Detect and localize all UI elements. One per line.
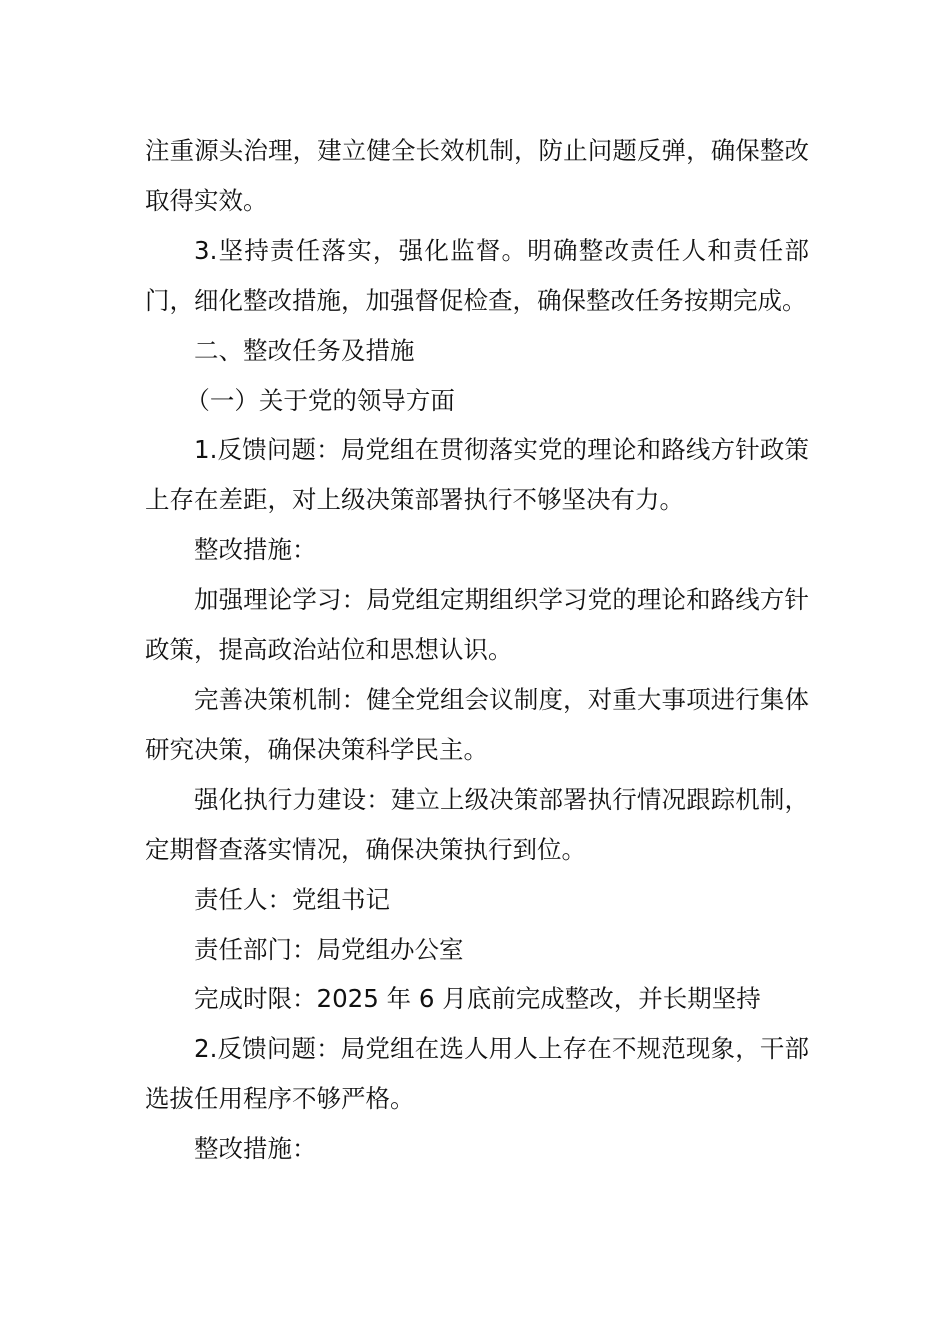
completion-deadline: 完成时限：2025 年 6 月底前完成整改，并长期坚持 bbox=[194, 984, 761, 1014]
measure-decision-mechanism: 完善决策机制：健全党组会议制度，对重大事项进行集体研究决策，确保决策科学民主。 bbox=[145, 684, 809, 764]
feedback-issue-2: 2.反馈问题：局党组在选人用人上存在不规范现象，干部选拔任用程序不够严格。 bbox=[145, 1034, 809, 1114]
document-body bbox=[145, 126, 809, 1174]
paragraph-principle-3: 3.坚持责任落实，强化监督。明确整改责任人和责任部门，细化整改措施，加强督促检查，确保整改任务按期完成。 bbox=[145, 235, 809, 315]
feedback-issue-1: 1.反馈问题：局党组在贯彻落实党的理论和路线方针政策上存在差距，对上级决策部署执行不够坚决有力。 bbox=[145, 435, 809, 515]
measure-theory-study: 加强理论学习：局党组定期组织学习党的理论和路线方针政策，提高政治站位和思想认识。 bbox=[145, 585, 809, 665]
measures-label-2: 整改措施： bbox=[194, 1134, 317, 1164]
responsible-department: 责任部门：局党组办公室 bbox=[194, 934, 464, 964]
subsection-heading-leadership: （一）关于党的领导方面 bbox=[185, 385, 455, 415]
section-heading-tasks: 二、整改任务及措施 bbox=[194, 335, 415, 365]
paragraph-continuation: 注重源头治理，建立健全长效机制，防止问题反弹，确保整改取得实效。 bbox=[145, 136, 809, 215]
measures-label-1: 整改措施： bbox=[194, 535, 317, 565]
responsible-person: 责任人：党组书记 bbox=[194, 884, 390, 914]
measure-execution: 强化执行力建设：建立上级决策部署执行情况跟踪机制，定期督查落实情况，确保决策执行到位。 bbox=[145, 784, 809, 864]
